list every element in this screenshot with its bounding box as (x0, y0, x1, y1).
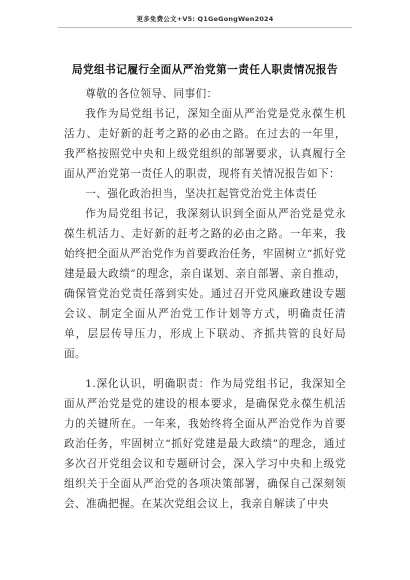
salutation: 尊敬的各位领导、同事们： (85, 88, 218, 100)
header-note: 更多免费公文+V5: Q1GeGongWen2024 (136, 15, 274, 23)
subsection-1-paragraph: 1.深化认识，明确职责：作为局党组书记，我深知全面从严治党是党的建设的根本要求，是确保党永葆生机活力的关键所在。一年来，我始终将全面从严治党作为首要政治任务，牢固树立“抓好党建是最大政绩”的理念，通过多次召开党组会议和专题研讨会，深入学习中央和上级党组织关于全面从严治党的各项决策部署，确保自己深刻领会、准确把握。在某次党组会议上，我亲自解读了中央 (64, 378, 346, 510)
section-1-body: 作为局党组书记，我深刻认识到全面从严治党是党永葆生机活力、走好新的赶考之路的必由之路。一年来，我始终把全面从严治党作为首要政治任务，牢固树立“抓好党建是最大政绩”的理念，亲自谋划、亲自部署、亲自推动，确保管党治党责任落到实处。通过召开党风廉政建设专题会议、制定全面从严治党工作计划等方式，明确责任清单，层层传导压力，形成上下联动、齐抓共管的良好局面。 (64, 208, 346, 360)
document-title: 局党组书记履行全面从严治党第一责任人职责情况报告 (71, 64, 339, 76)
document-body (64, 84, 346, 514)
intro-paragraph: 我作为局党组书记，深知全面从严治党是党永葆生机活力、走好新的赶考之路的必由之路。在过去的一年里，我严格按照党中央和上级党组织的部署要求，认真履行全面从严治党第一责任人的职责，现将有关情况报告如下： (64, 108, 346, 180)
header-divider (58, 27, 352, 28)
section-1-heading: 一、强化政治担当，坚决扛起管党治党主体责任 (85, 188, 318, 200)
